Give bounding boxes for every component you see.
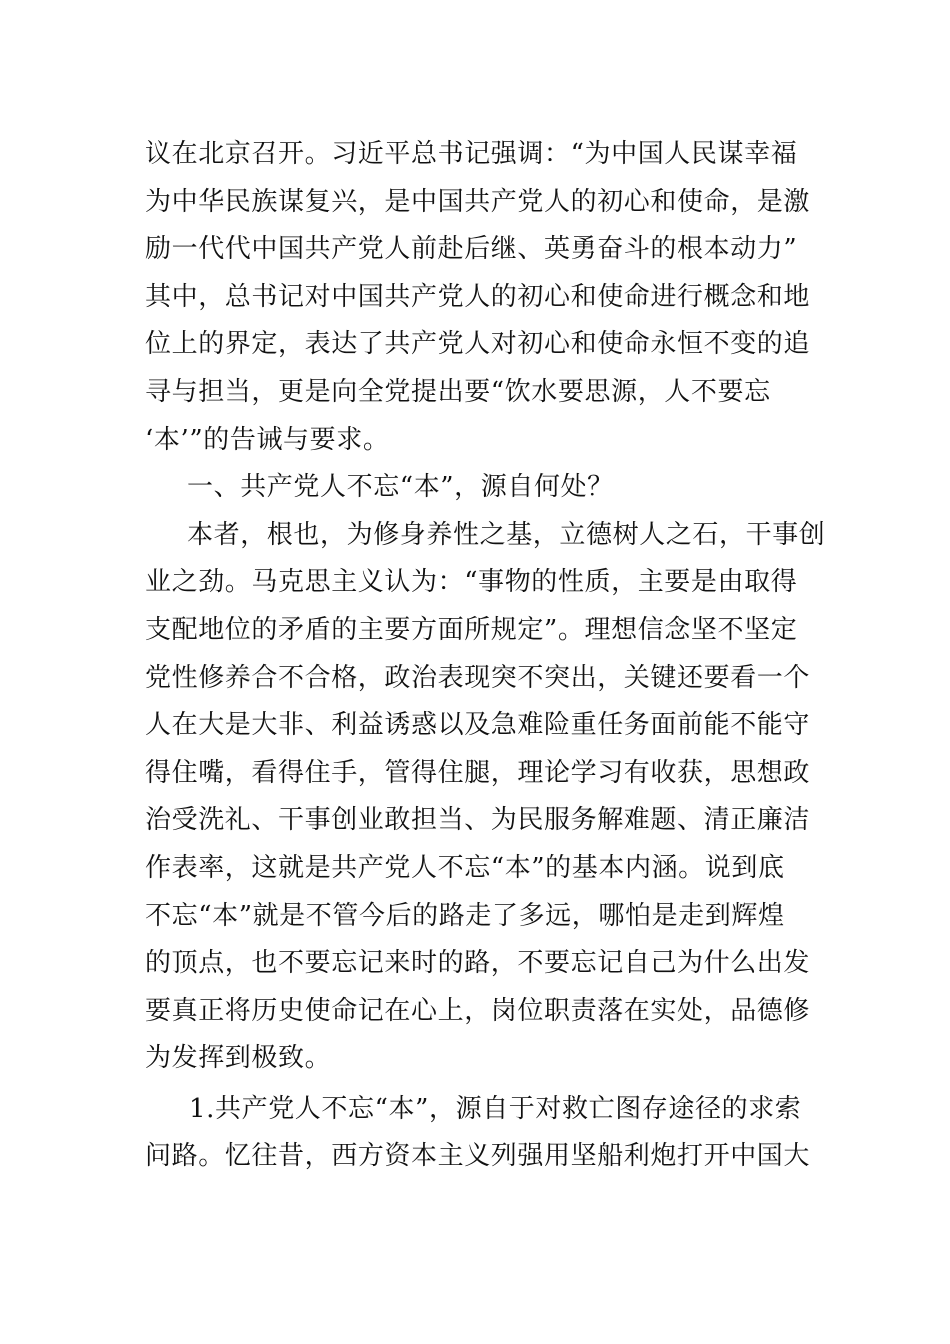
text-line: 问路。忆往昔，西方资本主义列强用坚船利炮打开中国大 <box>145 1141 811 1172</box>
text-line: 位上的界定，表达了共产党人对初心和使命永恒不变的追 <box>145 329 811 360</box>
text-line: 治受洗礼、干事创业敢担当、为民服务解难题、清正廉洁 <box>145 805 811 836</box>
text-line: 业之劲。马克思主义认为：“事物的性质，主要是由取得 <box>145 567 798 598</box>
text-line: 本者，根也，为修身养性之基，立德树人之石，干事创 <box>187 519 826 550</box>
document-body <box>145 131 826 1181</box>
text-line: 作表率，这就是共产党人不忘“本”的基本内涵。说到底 <box>145 852 785 883</box>
text-line: 得住嘴，看得住手，管得住腿，理论学习有收获，思想政 <box>145 757 811 788</box>
text-line: 的顶点，也不要忘记来时的路，不要忘记自己为什么出发 <box>145 948 811 979</box>
text-line: 励一代代中国共产党人前赴后继、英勇奋斗的根本动力” <box>145 234 798 265</box>
text-line: 要真正将历史使命记在心上，岗位职责落在实处，品德修 <box>145 995 811 1026</box>
numbered-paragraph-start: 1.共产党人不忘“本”，源自于对救亡图存途径的求索 <box>189 1093 802 1124</box>
text-line: 人在大是大非、利益诱惑以及急难险重任务面前能不能守 <box>145 710 811 741</box>
text-line: 不忘“本”就是不管今后的路走了多远，哪怕是走到辉煌 <box>145 900 785 931</box>
text-line: 议在北京召开。习近平总书记强调：“为中国人民谋幸福 <box>145 139 798 169</box>
text-line: 为发挥到极致。 <box>145 1043 332 1074</box>
text-line: 为中华民族谋复兴，是中国共产党人的初心和使命，是激 <box>145 186 811 217</box>
section-heading: 一、共产党人不忘“本”，源自何处？ <box>187 472 614 503</box>
text-line: 其中，总书记对中国共产党人的初心和使命进行概念和地 <box>145 281 811 312</box>
text-line: 支配地位的矛盾的主要方面所规定”。理想信念坚不坚定 <box>145 614 798 645</box>
text-line: ‘本’”的告诫与要求。 <box>145 424 390 455</box>
text-line: 寻与担当，更是向全党提出要“饮水要思源，人不要忘 <box>145 376 771 407</box>
text-line: 党性修养合不合格，政治表现突不突出，关键还要看一个 <box>145 662 811 693</box>
